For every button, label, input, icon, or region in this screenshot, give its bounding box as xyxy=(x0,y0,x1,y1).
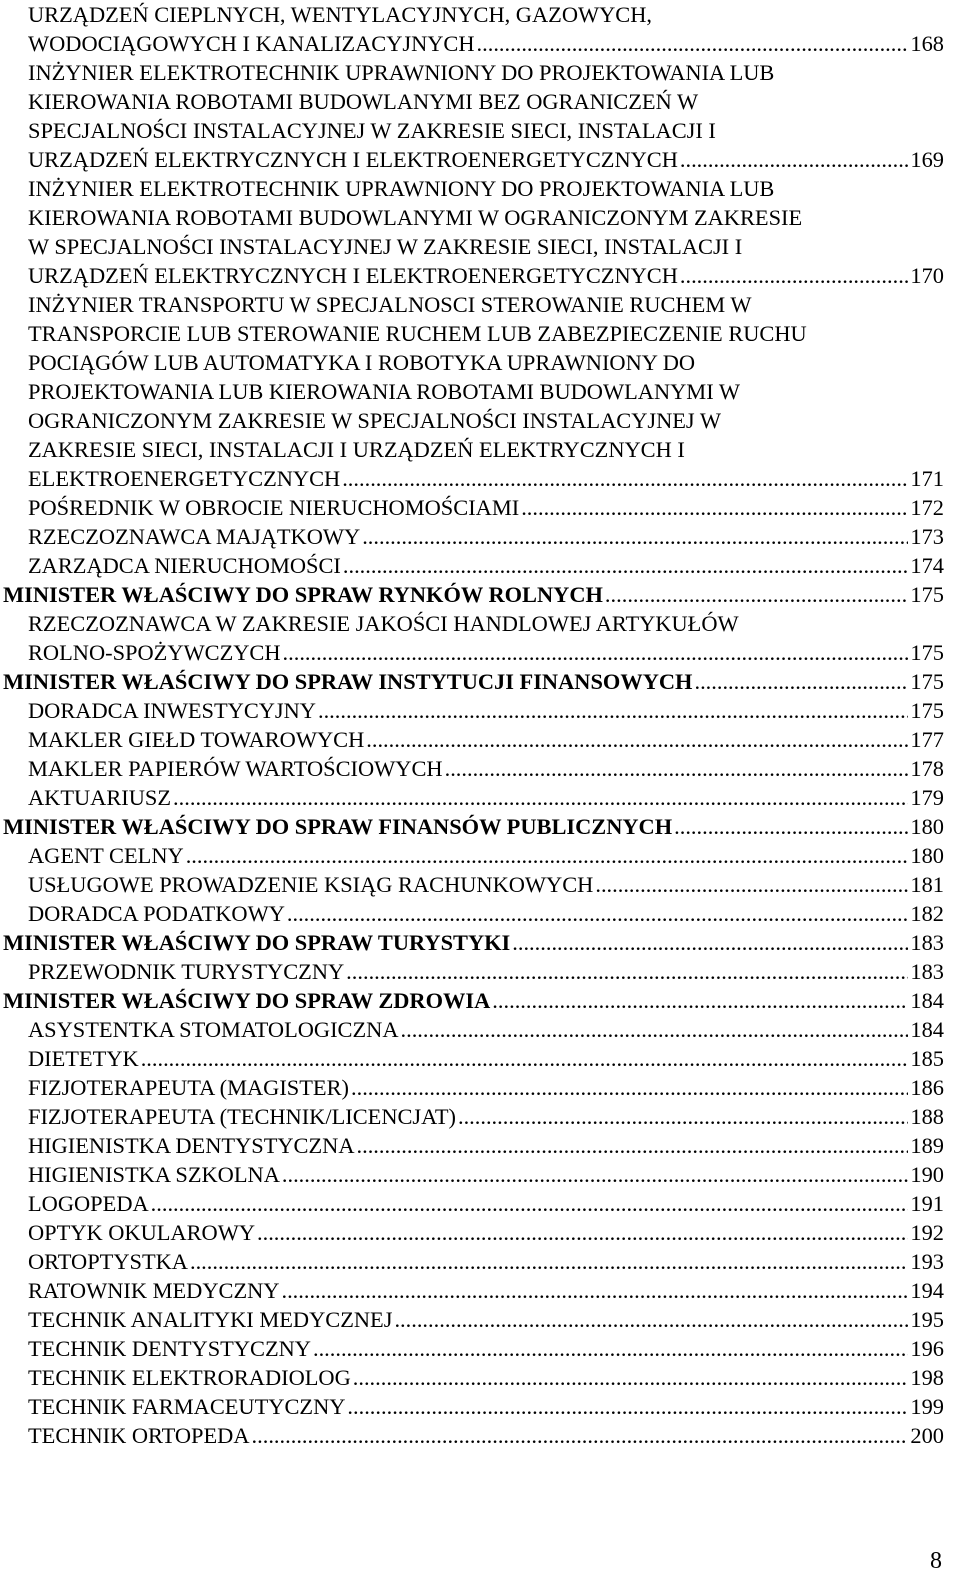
toc-page-number: 188 xyxy=(910,1104,944,1129)
toc-entry-last-line xyxy=(3,986,944,1015)
toc-page-number: 196 xyxy=(910,1336,944,1361)
toc-entry-last-line xyxy=(28,725,944,754)
dot-leader xyxy=(287,899,909,928)
toc-page-number: 193 xyxy=(910,1249,944,1274)
toc-entry-last-line xyxy=(28,1102,944,1131)
toc-entry-last-line xyxy=(28,1189,944,1218)
toc-entry-title: FIZJOTERAPEUTA (TECHNIK/LICENCJAT) xyxy=(28,1104,456,1129)
dot-leader xyxy=(347,1392,908,1421)
toc-page-number: 192 xyxy=(910,1220,944,1245)
toc-entry-last-line xyxy=(28,1363,944,1392)
toc-entry[interactable] xyxy=(0,58,944,174)
toc-page-number: 184 xyxy=(910,1017,944,1042)
toc-entry[interactable] xyxy=(0,609,944,667)
toc-entry[interactable] xyxy=(0,725,944,754)
toc-page-number: 189 xyxy=(910,1133,944,1158)
toc-entry-title: ZARZĄDCA NIERUCHOMOŚCI xyxy=(28,553,341,578)
toc-entry-title: ROLNO-SPOŻYWCZYCH xyxy=(28,640,281,665)
toc-entry-last-line xyxy=(28,1073,944,1102)
toc-entry-title: URZĄDZEŃ ELEKTRYCZNYCH I ELEKTROENERGETYCZNYCH xyxy=(28,147,678,172)
toc-page-number: 171 xyxy=(910,466,944,491)
toc-entry-last-line xyxy=(28,522,944,551)
toc-page-number: 175 xyxy=(910,669,944,694)
toc-entry-title: ASYSTENTKA STOMATOLOGICZNA xyxy=(28,1017,399,1042)
toc-entry[interactable] xyxy=(0,1015,944,1044)
toc-entry-title: TECHNIK ELEKTRORADIOLOG xyxy=(28,1365,351,1390)
toc-page-number: 183 xyxy=(910,959,944,984)
toc-entry[interactable] xyxy=(0,1276,944,1305)
dot-leader xyxy=(252,1421,909,1450)
toc-entry[interactable] xyxy=(0,1247,944,1276)
toc-entry-line: W SPECJALNOŚCI INSTALACYJNEJ W ZAKRESIE SIECI, INSTALACJI I xyxy=(28,234,743,259)
toc-page-number: 186 xyxy=(910,1075,944,1100)
dot-leader xyxy=(394,1305,908,1334)
toc-entry-line: URZĄDZEŃ CIEPLNYCH, WENTYLACYJNYCH, GAZOWYCH, xyxy=(28,2,652,27)
dot-leader xyxy=(346,957,908,986)
toc-entry-line: RZECZOZNAWCA W ZAKRESIE JAKOŚCI HANDLOWEJ ARTYKUŁÓW xyxy=(28,611,739,636)
toc-entry-last-line xyxy=(28,783,944,812)
toc-entry[interactable] xyxy=(0,899,944,928)
toc-page-number: 194 xyxy=(910,1278,944,1303)
toc-entry-last-line xyxy=(3,812,944,841)
toc-page-number: 184 xyxy=(910,988,944,1013)
dot-leader xyxy=(674,812,908,841)
toc-entry-title: MINISTER WŁAŚCIWY DO SPRAW RYNKÓW ROLNYCH xyxy=(3,582,603,607)
toc-page-number: 175 xyxy=(910,640,944,665)
toc-entry-title: RATOWNIK MEDYCZNY xyxy=(28,1278,280,1303)
toc-entry[interactable] xyxy=(0,290,944,493)
toc-page-number: 169 xyxy=(910,147,944,172)
toc-page-number: 179 xyxy=(910,785,944,810)
dot-leader xyxy=(680,261,909,290)
toc-entry-last-line xyxy=(3,928,944,957)
toc-page-number: 173 xyxy=(910,524,944,549)
toc-page-number: 178 xyxy=(910,756,944,781)
toc-entry-last-line xyxy=(28,1218,944,1247)
toc-entry[interactable] xyxy=(0,1218,944,1247)
dot-leader xyxy=(477,29,909,58)
toc-entry-title: MINISTER WŁAŚCIWY DO SPRAW FINANSÓW PUBLICZNYCH xyxy=(3,814,673,839)
toc-entry[interactable] xyxy=(0,1392,944,1421)
toc-page-number: 175 xyxy=(910,582,944,607)
dot-leader xyxy=(283,638,909,667)
toc-page-number: 183 xyxy=(910,930,944,955)
dot-leader xyxy=(357,1131,909,1160)
dot-leader xyxy=(282,1160,909,1189)
toc-entry-title: AGENT CELNY xyxy=(28,843,184,868)
toc-entry-last-line xyxy=(28,551,944,580)
toc-entry-last-line xyxy=(3,580,944,609)
toc-entry-last-line xyxy=(28,1334,944,1363)
toc-entry-title: DORADCA PODATKOWY xyxy=(28,901,285,926)
dot-leader xyxy=(445,754,909,783)
toc-entry-title: HIGIENISTKA DENTYSTYCZNA xyxy=(28,1133,355,1158)
toc-entry[interactable] xyxy=(0,1363,944,1392)
toc-entry-line: SPECJALNOŚCI INSTALACYJNEJ W ZAKRESIE SIECI, INSTALACJI I xyxy=(28,118,716,143)
toc-entry[interactable] xyxy=(0,841,944,870)
dot-leader xyxy=(353,1363,909,1392)
toc-entry-last-line xyxy=(28,1160,944,1189)
toc-entry-title: MINISTER WŁAŚCIWY DO SPRAW ZDROWIA xyxy=(3,988,491,1013)
toc-page-number: 199 xyxy=(910,1394,944,1419)
toc-entry-title: TECHNIK ANALITYKI MEDYCZNEJ xyxy=(28,1307,393,1332)
toc-entry-title: TECHNIK FARMACEUTYCZNY xyxy=(28,1394,346,1419)
dot-leader xyxy=(342,464,908,493)
toc-entry-title: ORTOPTYSTKA xyxy=(28,1249,188,1274)
toc-entry[interactable] xyxy=(0,522,944,551)
toc-page-number: 175 xyxy=(910,698,944,723)
toc-entry-line: PROJEKTOWANIA LUB KIEROWANIA ROBOTAMI BUDOWLANYMI W xyxy=(28,379,740,404)
toc-entry-last-line xyxy=(3,667,944,696)
toc-section-heading[interactable] xyxy=(0,667,944,696)
toc-page-number: 190 xyxy=(910,1162,944,1187)
toc-entry-last-line xyxy=(28,1044,944,1073)
toc-entry-title: ELEKTROENERGETYCZNYCH xyxy=(28,466,341,491)
toc-entry-title: MAKLER PAPIERÓW WARTOŚCIOWYCH xyxy=(28,756,443,781)
toc-entry-line: INŻYNIER TRANSPORTU W SPECJALNOSCI STEROWANIE RUCHEM W xyxy=(28,292,752,317)
toc-entry-last-line xyxy=(28,145,944,174)
toc-entry-last-line xyxy=(28,1247,944,1276)
toc-entry-title: TECHNIK DENTYSTYCZNY xyxy=(28,1336,311,1361)
toc-entry-title: POŚREDNIK W OBROCIE NIERUCHOMOŚCIAMI xyxy=(28,495,520,520)
toc-entry[interactable] xyxy=(0,1073,944,1102)
toc-entry[interactable] xyxy=(0,1102,944,1131)
toc-section-heading[interactable] xyxy=(0,928,944,957)
dot-leader xyxy=(595,870,908,899)
toc-entry-title: RZECZOZNAWCA MAJĄTKOWY xyxy=(28,524,361,549)
dot-leader xyxy=(694,667,908,696)
toc-page-number: 185 xyxy=(910,1046,944,1071)
toc-entry-title: LOGOPEDA xyxy=(28,1191,149,1216)
dot-leader xyxy=(257,1218,908,1247)
toc-entry-title: MINISTER WŁAŚCIWY DO SPRAW INSTYTUCJI FINANSOWYCH xyxy=(3,669,693,694)
dot-leader xyxy=(401,1015,909,1044)
toc-entry-title: HIGIENISTKA SZKOLNA xyxy=(28,1162,280,1187)
toc-entry-last-line xyxy=(28,29,944,58)
dot-leader xyxy=(362,522,908,551)
toc-section-heading[interactable] xyxy=(0,580,944,609)
toc-entry-last-line xyxy=(28,638,944,667)
toc-entry[interactable] xyxy=(0,696,944,725)
dot-leader xyxy=(512,928,908,957)
toc-page-number: 177 xyxy=(910,727,944,752)
toc-entry-line: KIEROWANIA ROBOTAMI BUDOWLANYMI W OGRANICZONYM ZAKRESIE xyxy=(28,205,803,230)
dot-leader xyxy=(492,986,908,1015)
toc-entry-last-line xyxy=(28,1421,944,1450)
toc-entry[interactable] xyxy=(0,783,944,812)
dot-leader xyxy=(351,1073,908,1102)
toc-entry-title: AKTUARIUSZ xyxy=(28,785,172,810)
toc-entry[interactable] xyxy=(0,1131,944,1160)
toc-entry[interactable] xyxy=(0,551,944,580)
dot-leader xyxy=(605,580,908,609)
toc-page-number: 191 xyxy=(910,1191,944,1216)
toc-entry-last-line xyxy=(28,899,944,928)
toc-entry-title: OPTYK OKULAROWY xyxy=(28,1220,256,1245)
dot-leader xyxy=(680,145,909,174)
toc-entry[interactable] xyxy=(0,493,944,522)
toc-entry-line: OGRANICZONYM ZAKRESIE W SPECJALNOŚCI INSTALACYJNEJ W xyxy=(28,408,721,433)
toc-entry[interactable] xyxy=(0,1160,944,1189)
toc-page-number: 180 xyxy=(910,843,944,868)
toc-entry[interactable] xyxy=(0,870,944,899)
toc-entry-title: DIETETYK xyxy=(28,1046,139,1071)
toc-page-number: 182 xyxy=(910,901,944,926)
toc-entry[interactable] xyxy=(0,754,944,783)
toc-entry-title: FIZJOTERAPEUTA (MAGISTER) xyxy=(28,1075,350,1100)
toc-entry-last-line xyxy=(28,1276,944,1305)
toc-entry-last-line xyxy=(28,957,944,986)
toc-entry-last-line xyxy=(28,696,944,725)
page-number: 8 xyxy=(930,1548,942,1574)
toc-entry[interactable] xyxy=(0,174,944,290)
toc-page-number: 181 xyxy=(910,872,944,897)
toc-entry-last-line xyxy=(28,870,944,899)
dot-leader xyxy=(343,551,909,580)
toc-entry[interactable] xyxy=(0,1334,944,1363)
dot-leader xyxy=(458,1102,908,1131)
toc-page-number: 180 xyxy=(910,814,944,839)
toc-entry[interactable] xyxy=(0,1189,944,1218)
toc-page-number: 172 xyxy=(910,495,944,520)
toc-entry-last-line xyxy=(28,841,944,870)
toc-entry-last-line xyxy=(28,1015,944,1044)
toc-page-number: 174 xyxy=(910,553,944,578)
toc-entry[interactable] xyxy=(0,1305,944,1334)
toc-entry-last-line xyxy=(28,1305,944,1334)
toc-entry-title: DORADCA INWESTYCYJNY xyxy=(28,698,316,723)
toc-entry-line: INŻYNIER ELEKTROTECHNIK UPRAWNIONY DO PROJEKTOWANIA LUB xyxy=(28,176,775,201)
toc-entry-title: MAKLER GIEŁD TOWAROWYCH xyxy=(28,727,365,752)
toc-entry[interactable] xyxy=(0,0,944,58)
toc-entry-last-line xyxy=(28,493,944,522)
toc-entry-last-line xyxy=(28,261,944,290)
toc-entry-last-line xyxy=(28,464,944,493)
toc-section-heading[interactable] xyxy=(0,986,944,1015)
toc-entry-title: PRZEWODNIK TURYSTYCZNY xyxy=(28,959,345,984)
dot-leader xyxy=(281,1276,908,1305)
dot-leader xyxy=(151,1189,909,1218)
toc-entry-last-line xyxy=(28,1131,944,1160)
toc-section-heading[interactable] xyxy=(0,812,944,841)
toc-entry-title: WODOCIĄGOWYCH I KANALIZACYJNYCH xyxy=(28,31,475,56)
toc-entry-line: ZAKRESIE SIECI, INSTALACJI I URZĄDZEŃ ELEKTRYCZNYCH I xyxy=(28,437,685,462)
toc-entry-line: KIEROWANIA ROBOTAMI BUDOWLANYMI BEZ OGRANICZEŃ W xyxy=(28,89,699,114)
dot-leader xyxy=(366,725,908,754)
toc-entry-title: USŁUGOWE PROWADZENIE KSIĄG RACHUNKOWYCH xyxy=(28,872,594,897)
toc-page-number: 168 xyxy=(910,31,944,56)
toc-page-number: 170 xyxy=(910,263,944,288)
toc-entry-title: URZĄDZEŃ ELEKTRYCZNYCH I ELEKTROENERGETYCZNYCH xyxy=(28,263,678,288)
toc-page-number: 200 xyxy=(910,1423,944,1448)
dot-leader xyxy=(318,696,908,725)
dot-leader xyxy=(186,841,909,870)
toc-entry[interactable] xyxy=(0,1044,944,1073)
toc-entry-line: POCIĄGÓW LUB AUTOMATYKA I ROBOTYKA UPRAWNIONY DO xyxy=(28,350,696,375)
toc-entry-last-line xyxy=(28,1392,944,1421)
dot-leader xyxy=(141,1044,909,1073)
toc-page-number: 198 xyxy=(910,1365,944,1390)
toc-entry-last-line xyxy=(28,754,944,783)
toc-page-number: 195 xyxy=(910,1307,944,1332)
dot-leader xyxy=(313,1334,908,1363)
toc-entry-title: MINISTER WŁAŚCIWY DO SPRAW TURYSTYKI xyxy=(3,930,511,955)
toc-entry[interactable] xyxy=(0,1421,944,1450)
dot-leader xyxy=(190,1247,908,1276)
toc-entry-line: TRANSPORCIE LUB STEROWANIE RUCHEM LUB ZABEZPIECZENIE RUCHU xyxy=(28,321,807,346)
dot-leader xyxy=(521,493,908,522)
toc-entry-title: TECHNIK ORTOPEDA xyxy=(28,1423,250,1448)
dot-leader xyxy=(173,783,908,812)
toc-entry-line: INŻYNIER ELEKTROTECHNIK UPRAWNIONY DO PROJEKTOWANIA LUB xyxy=(28,60,775,85)
toc-entry[interactable] xyxy=(0,957,944,986)
